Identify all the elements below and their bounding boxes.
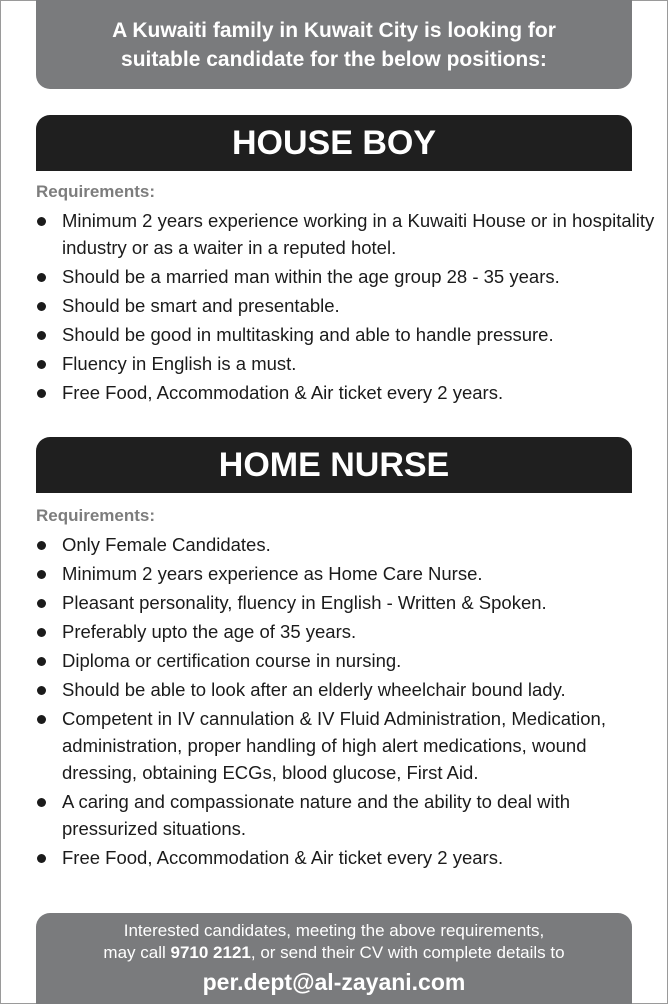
bullet-icon [37,302,46,311]
list-item: Fluency in English is a must. [36,350,656,377]
bullet-icon [37,360,46,369]
list-item: Only Female Candidates. [36,531,656,558]
list-item: Preferably upto the age of 35 years. [36,618,656,645]
bullet-icon [37,657,46,666]
list-item: Should be smart and presentable. [36,292,656,319]
footer-line-1: Interested candidates, meeting the above requirements, [123,920,545,940]
list-item: Should be able to look after an elderly wheelchair bound lady. [36,676,656,703]
list-item: Pleasant personality, fluency in English - Written & Spoken. [36,589,656,616]
intro-line-1: A Kuwaiti family in Kuwait City is looking for [112,18,556,42]
position-title-house-boy: HOUSE BOY [36,115,632,171]
bullet-icon [37,541,46,550]
list-item: Should be good in multitasking and able to handle pressure. [36,321,656,348]
footer-line-2: may call 9710 2121, or send their CV with complete details to [103,942,565,962]
bullet-icon [37,854,46,863]
house-boy-requirements-list [36,207,656,408]
bullet-icon [37,273,46,282]
requirements-label: Requirements: [36,182,156,201]
list-item: Free Food, Accommodation & Air ticket every 2 years. [36,379,656,406]
contact-footer [36,913,632,1004]
list-item: Minimum 2 years experience as Home Care Nurse. [36,560,656,587]
bullet-icon [37,715,46,724]
bullet-icon [37,331,46,340]
list-item: Diploma or certification course in nursing. [36,647,656,674]
list-item: Minimum 2 years experience working in a Kuwaiti House or in hospitality industry or as a waiter in a reputed hotel. [36,207,656,261]
home-nurse-requirements-list [36,531,656,873]
list-item: Free Food, Accommodation & Air ticket every 2 years. [36,844,656,871]
bullet-icon [37,570,46,579]
requirements-label: Requirements: [36,506,156,525]
contact-email: per.dept@al-zayani.com [202,968,466,995]
intro-banner [36,0,632,89]
phone-number: 9710 2121 [170,942,251,962]
bullet-icon [37,599,46,608]
bullet-icon [37,389,46,398]
position-title-home-nurse: HOME NURSE [36,437,632,493]
bullet-icon [37,686,46,695]
list-item: Competent in IV cannulation & IV Fluid Administration, Medication, administration, proper handling of high alert medications, wound dressing, obtaining ECGs, blood glucose, First Aid. [36,705,656,786]
list-item: A caring and compassionate nature and the ability to deal with pressurized situations. [36,788,656,842]
bullet-icon [37,628,46,637]
list-item: Should be a married man within the age group 28 - 35 years. [36,263,656,290]
bullet-icon [37,798,46,807]
bullet-icon [37,217,46,226]
intro-line-2: suitable candidate for the below positions: [121,47,547,71]
